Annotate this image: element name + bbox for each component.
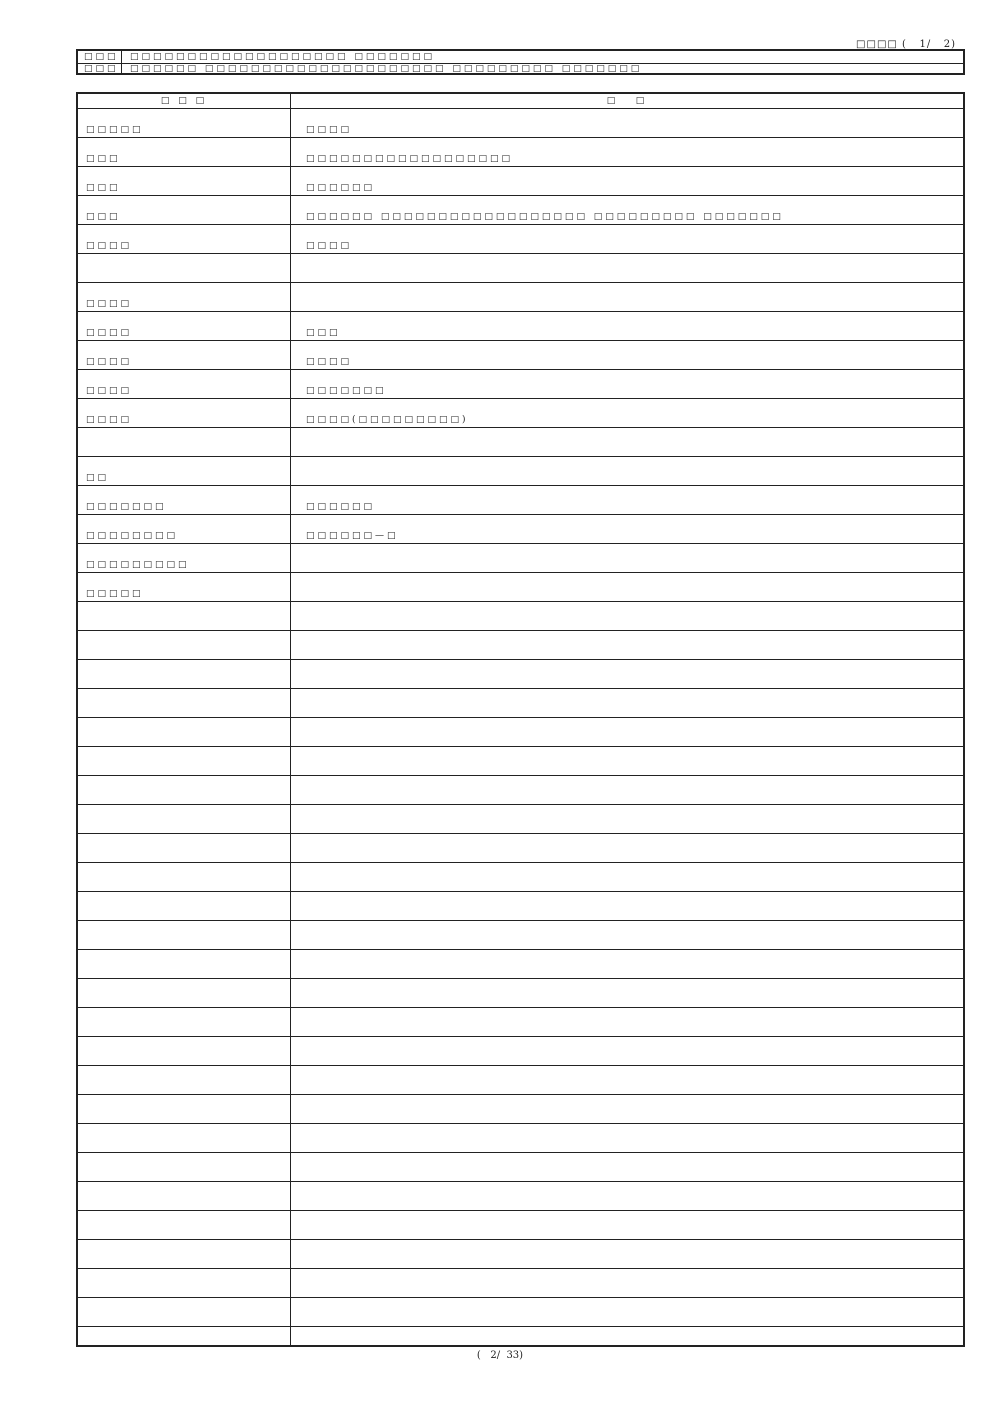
table-row xyxy=(78,602,963,631)
table-row xyxy=(78,718,963,747)
column-header-content: □ □ xyxy=(606,96,648,106)
row-value: □□□□□□—□ xyxy=(306,531,399,541)
table-row xyxy=(78,486,963,515)
row-value: □□□□ xyxy=(306,125,353,135)
table-row xyxy=(78,573,963,602)
table-row xyxy=(78,109,963,138)
table-row xyxy=(78,225,963,254)
table-row xyxy=(78,167,963,196)
table-row xyxy=(78,1008,963,1037)
table-row xyxy=(78,1066,963,1095)
row-value: □□□ xyxy=(306,328,341,338)
table-row xyxy=(78,1095,963,1124)
row-value: □□□□□□ □□□□□□□□□□□□□□□□□□ □□□□□□□□□ □□□□□□□ xyxy=(306,212,784,222)
table-body xyxy=(78,109,963,1345)
table-row xyxy=(78,776,963,805)
row-key: □□□□□□□ xyxy=(86,502,167,512)
header-value: □□□□□□□□□□□□□□□□□□□ □□□□□□□ xyxy=(130,52,435,62)
table-row xyxy=(78,254,963,283)
table-row xyxy=(78,1037,963,1066)
table-row xyxy=(78,1182,963,1211)
header-label: □□□ xyxy=(78,63,122,75)
document-header xyxy=(76,49,965,75)
table-row xyxy=(78,631,963,660)
spec-table xyxy=(76,92,965,1347)
row-key: □□□□ xyxy=(86,415,133,425)
row-key: □□□□□ xyxy=(86,125,144,135)
row-key: □□□□ xyxy=(86,357,133,367)
table-row xyxy=(78,138,963,167)
table-row xyxy=(78,283,963,312)
page-number-bottom: ( 2/ 33) xyxy=(476,1350,524,1361)
row-key: □□□□□ xyxy=(86,589,144,599)
row-key: □□□□ xyxy=(86,241,133,251)
table-row xyxy=(78,747,963,776)
table-row xyxy=(78,312,963,341)
table-row xyxy=(78,689,963,718)
table-row xyxy=(78,196,963,225)
table-row xyxy=(78,921,963,950)
table-row xyxy=(78,834,963,863)
row-key: □□□ xyxy=(86,154,121,164)
table-row xyxy=(78,428,963,457)
table-row xyxy=(78,1211,963,1240)
row-value: □□□□□□□ xyxy=(306,386,387,396)
row-value: □□□□ xyxy=(306,357,353,367)
table-row xyxy=(78,544,963,573)
row-key: □□□□ xyxy=(86,386,133,396)
table-row xyxy=(78,1240,963,1269)
table-row xyxy=(78,660,963,689)
table-row xyxy=(78,457,963,486)
row-value: □□□□□□□□□□□□□□□□□□ xyxy=(306,154,514,164)
row-key: □□□ xyxy=(86,183,121,193)
table-row xyxy=(78,370,963,399)
row-value: □□□□ xyxy=(306,241,353,251)
row-value: □□□□(□□□□□□□□□) xyxy=(306,415,469,425)
table-row xyxy=(78,805,963,834)
column-header-item: □ □ □ xyxy=(160,96,208,106)
table-row xyxy=(78,1298,963,1327)
row-key: □□□ xyxy=(86,212,121,222)
row-key: □□□□ xyxy=(86,299,133,309)
table-row xyxy=(78,863,963,892)
row-value: □□□□□□ xyxy=(306,502,376,512)
table-row xyxy=(78,1153,963,1182)
table-row xyxy=(78,979,963,1008)
table-row xyxy=(78,399,963,428)
page-number-top: □□□□ ( 1/ 2) xyxy=(856,39,956,50)
header-row xyxy=(78,63,963,75)
table-row xyxy=(78,892,963,921)
row-key: □□□□□□□□ xyxy=(86,531,179,541)
row-key: □□□□ xyxy=(86,328,133,338)
header-label: □□□ xyxy=(78,51,122,63)
row-value: □□□□□□ xyxy=(306,183,376,193)
table-row xyxy=(78,1124,963,1153)
row-key: □□ xyxy=(86,473,110,483)
header-value: □□□□□□ □□□□□□□□□□□□□□□□□□□□□ □□□□□□□□□ □□□□□□□ xyxy=(130,64,643,74)
table-header xyxy=(78,94,963,109)
row-key: □□□□□□□□□ xyxy=(86,560,190,570)
table-row xyxy=(78,950,963,979)
table-row xyxy=(78,515,963,544)
table-row xyxy=(78,1269,963,1298)
table-row xyxy=(78,341,963,370)
